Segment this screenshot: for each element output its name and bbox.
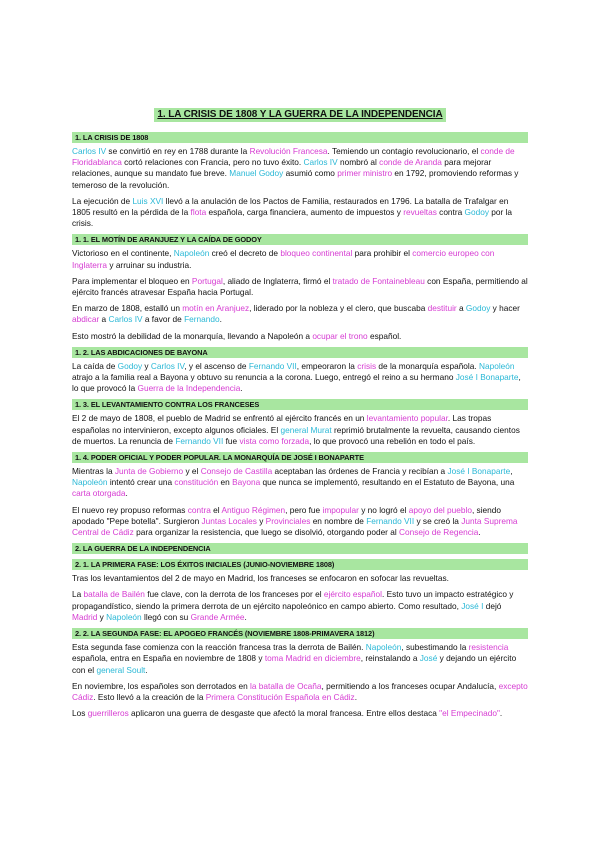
text-run: , empeoraron la — [296, 360, 358, 371]
highlighted-term: crisis — [357, 360, 377, 371]
section-heading: 1. 4. PODER OFICIAL Y PODER POPULAR. LA MONARQUÍA DE JOSÉ I BONAPARTE — [72, 452, 528, 463]
paragraph — [72, 505, 528, 539]
highlighted-term: Provinciales — [265, 515, 311, 526]
highlighted-term: Fernando VII — [175, 435, 224, 446]
section-heading: 2. 1. LA PRIMERA FASE: LOS ÉXITOS INICIALES (JUNIO-NOVIEMBRE 1808) — [72, 559, 528, 570]
highlighted-term: vista como forzada — [239, 435, 310, 446]
highlighted-term: Napoleón — [479, 360, 515, 371]
text-run: en nombre de — [310, 515, 367, 526]
highlighted-term: Fernando VII — [366, 515, 415, 526]
text-run: La ejecución de — [72, 195, 133, 206]
highlighted-term: Primera Constitución Española en Cádiz — [205, 691, 355, 702]
highlighted-term: Portugal — [191, 275, 223, 286]
text-run: Tras los levantamientos del 2 de mayo en Madrid, los franceses se enfocaron en sofocar las revueltas. — [72, 573, 449, 584]
text-run: de la monarquía española. — [376, 360, 479, 371]
text-run: . — [240, 383, 243, 394]
text-run: Victorioso en el continente, — [72, 248, 174, 259]
text-run: aplicaron una guerra de desgaste que afectó la moral francesa. Entre ellos destaca — [128, 708, 440, 719]
text-run: el — [210, 504, 222, 515]
paragraph — [72, 642, 528, 676]
text-run: . Temiendo un contagio revolucionario, el — [327, 146, 481, 156]
text-run: y no logró el — [358, 504, 409, 515]
highlighted-term: bloqueo continental — [280, 248, 353, 259]
highlighted-term: guerrilleros — [87, 708, 129, 719]
paragraph — [72, 466, 528, 500]
highlighted-term: contra — [187, 504, 211, 515]
highlighted-term: Madrid — [72, 611, 98, 622]
text-run: y — [256, 515, 266, 526]
text-run: llevó a la anulación de los Pactos de Familia, restaurados en 1796. La batalla de Trafalgar en 1805 resultó en la pérdida de la — [72, 195, 509, 218]
text-run: . Las tropas españolas no intervinieron, excepto algunos oficiales. El — [72, 413, 492, 435]
highlighted-term: Godoy — [464, 207, 489, 218]
highlighted-term: Manuel Godoy — [229, 168, 284, 179]
highlighted-term: la batalla de Ocaña — [250, 680, 322, 691]
text-run: . — [354, 691, 358, 702]
text-run: llegó con su — [141, 611, 191, 622]
text-run: con España, permitiendo al ejército francés atravesar España hacia Portugal. — [72, 275, 528, 298]
paragraph — [72, 573, 528, 584]
text-run: creó el decreto de — [209, 248, 281, 259]
text-run: En marzo de 1808, estalló un — [72, 303, 183, 314]
text-run: cortó relaciones con Francia, pero no tuvo éxito. — [121, 157, 304, 168]
paragraph — [72, 361, 528, 395]
paragraph — [72, 276, 528, 298]
section-heading: 1. 3. EL LEVANTAMIENTO CONTRA LOS FRANCESES — [72, 399, 528, 410]
highlighted-term: Antiguo Régimen — [221, 504, 286, 515]
highlighted-term: Fernando — [184, 314, 220, 325]
text-run: a favor de — [142, 314, 185, 325]
text-run: . — [219, 314, 222, 325]
text-run: que nunca se implementó, resultando en el Estatuto de Bayona, una — [260, 477, 515, 488]
text-run: reprimió brutalmente la revuelta, causando cientos de muertos. La renuncia de — [72, 424, 520, 446]
highlighted-term: general Murat — [280, 424, 332, 435]
text-run: para prohibir el — [352, 248, 413, 259]
text-run: en 1792, promoviendo reformas y temeroso de la revolución. — [72, 168, 519, 190]
text-run: fue — [223, 435, 240, 446]
text-run: , lo que provocó una rebelión en todo el país. — [309, 435, 476, 446]
text-run: Los — [72, 708, 88, 719]
text-run: y arruinar su industria. — [107, 259, 192, 270]
text-run: , y el ascenso de — [184, 360, 249, 371]
highlighted-term: Junta Suprema Central de Cádiz — [72, 515, 518, 538]
text-run: . Esto llevó a la creación de la — [93, 691, 206, 702]
highlighted-term: resistencia — [468, 642, 509, 653]
text-run: La — [72, 589, 84, 600]
text-run: nombró al — [337, 157, 380, 168]
text-run: atrajo a la familia real a Bayona y obtuvo su renuncia a la corona. Luego, entregó el reino a su hermano — [72, 372, 456, 383]
highlighted-term: abdicar — [72, 314, 100, 325]
highlighted-term: carta otorgada — [72, 488, 126, 499]
text-run: y — [142, 360, 151, 371]
text-run: a — [456, 303, 466, 314]
section-heading: 2. 2. LA SEGUNDA FASE: EL APOGEO FRANCÉS (NOVIEMBRE 1808-PRIMAVERA 1812) — [72, 628, 528, 639]
text-run: por la crisis. — [72, 207, 513, 229]
highlighted-term: Napoleón — [173, 248, 210, 259]
highlighted-term: flota — [190, 207, 207, 218]
text-run: Esta segunda fase comienza con la reacción francesa tras la derrota de Bailén. — [72, 642, 366, 653]
text-run: dejó — [483, 600, 502, 611]
highlighted-term: tratado de Fontainebleau — [332, 275, 425, 286]
highlighted-term: levantamiento popular — [366, 413, 448, 424]
highlighted-term: Juntas Locales — [201, 515, 257, 526]
highlighted-term: Napoleón — [106, 611, 142, 622]
highlighted-term: Napoleón — [72, 477, 108, 488]
highlighted-term: Grande Armée — [190, 611, 245, 622]
text-run: , permitiendo a los franceses ocupar Andalucía, — [321, 680, 499, 691]
text-run: , — [510, 466, 513, 477]
text-run: española, carga financiera, aumento de impuestos y — [206, 207, 404, 218]
highlighted-term: José I — [461, 600, 484, 611]
text-run: asumió como — [283, 168, 338, 179]
text-run: . — [125, 488, 128, 499]
text-run: para mejorar relaciones, aunque su mandato fue breve. — [72, 157, 492, 179]
text-run: española, entra en España en noviembre de 1808 y — [72, 653, 265, 664]
text-run: Para implementar el bloqueo en — [72, 275, 192, 286]
paragraph — [72, 146, 528, 191]
text-run: , pero fue — [285, 504, 323, 515]
paragraph — [72, 248, 528, 270]
highlighted-term: apoyo del pueblo — [408, 504, 472, 515]
paragraph — [72, 196, 528, 230]
highlighted-term: Carlos IV — [72, 146, 107, 156]
highlighted-term: Napoleón — [365, 642, 402, 653]
text-run: , siendo apodado "Pepe botella". Surgieron — [72, 504, 501, 526]
text-run: . — [499, 708, 503, 719]
highlighted-term: Consejo de Regencia — [399, 527, 479, 538]
highlighted-term: motín en Aranjuez — [182, 303, 250, 314]
paragraph — [72, 589, 528, 623]
paragraph — [72, 413, 528, 447]
text-run: En noviembre, los españoles son derrotados en — [72, 680, 251, 691]
title-wrap — [72, 108, 528, 122]
text-run: El 2 de mayo de 1808, el pueblo de Madrid se enfrentó al ejército francés en un — [72, 413, 367, 424]
highlighted-term: Fernando VII — [248, 360, 297, 371]
highlighted-term: conde de Aranda — [379, 157, 442, 168]
text-run: intentó crear una — [107, 477, 175, 488]
text-run: y hacer — [490, 303, 520, 314]
paragraph — [72, 331, 528, 342]
text-run: El nuevo rey propuso reformas — [72, 504, 188, 515]
text-run: , lo que provocó la — [72, 372, 521, 394]
paragraph — [72, 681, 528, 703]
paragraph — [72, 708, 528, 719]
highlighted-term: Consejo de Castilla — [200, 466, 273, 477]
highlighted-term: Godoy — [465, 303, 491, 314]
highlighted-term: ejército español — [323, 589, 382, 600]
text-run: se convirtió en rey en 1788 durante la — [106, 146, 250, 156]
highlighted-term: destituir — [427, 303, 457, 314]
text-run: , aliado de Inglaterra, firmó el — [222, 275, 333, 286]
highlighted-term: Godoy — [117, 360, 143, 371]
text-run: , reinstalando a — [360, 653, 420, 664]
highlighted-term: Bayona — [232, 477, 261, 488]
highlighted-term: impopular — [322, 504, 359, 515]
section-heading: 1. LA CRISIS DE 1808 — [72, 132, 528, 143]
highlighted-term: Junta de Gobierno — [114, 466, 184, 477]
highlighted-term: Carlos IV — [108, 314, 143, 325]
text-run: y el — [183, 466, 201, 477]
text-run: para organizar la resistencia, que luego se disolvió, otorgando poder al — [133, 527, 400, 538]
document-body — [72, 132, 528, 719]
highlighted-term: "el Empecinado" — [439, 708, 500, 719]
highlighted-term: José — [419, 653, 438, 664]
text-run: contra — [436, 207, 465, 218]
highlighted-term: José I Bonaparte — [455, 372, 519, 383]
text-run: La caída de — [72, 360, 118, 371]
document-title: 1. LA CRISIS DE 1808 Y LA GUERRA DE LA INDEPENDENCIA — [154, 108, 445, 122]
text-run: Esto mostró la debilidad de la monarquía, llevando a Napoleón a — [72, 330, 313, 341]
highlighted-term: excepto Cádiz — [72, 680, 528, 702]
text-run: . Esto tuvo un impacto estratégico y propagandístico, siendo la primera derrota de un ejército napoleónico en campo abierto. Como resultado, — [72, 589, 514, 611]
highlighted-term: primer ministro — [337, 168, 393, 179]
text-run: y se creó la — [414, 515, 462, 526]
highlighted-term: Carlos IV — [303, 157, 338, 168]
text-run: Mientras la — [72, 466, 115, 477]
section-heading: 1. 2. LAS ABDICACIONES DE BAYONA — [72, 347, 528, 358]
text-run: . — [478, 527, 481, 538]
text-run: a — [99, 314, 109, 325]
highlighted-term: Revolución Francesa — [249, 146, 328, 156]
text-run: fue clave, con la derrota de los franceses por el — [144, 589, 324, 600]
highlighted-term: general Soult — [96, 664, 146, 675]
section-heading: 2. LA GUERRA DE LA INDEPENDENCIA — [72, 543, 528, 554]
text-run: . — [244, 611, 247, 622]
highlighted-term: conde de Floridablanca — [72, 146, 515, 168]
highlighted-term: Luis XVI — [132, 195, 164, 206]
text-run: , subestimando la — [401, 642, 469, 653]
text-run: , liderado por la nobleza y el clero, que buscaba — [249, 303, 428, 314]
text-run: y — [97, 611, 107, 622]
text-run: aceptaban las órdenes de Francia y recibían a — [272, 466, 448, 477]
highlighted-term: toma Madrid en diciembre — [264, 653, 361, 664]
highlighted-term: constitución — [174, 477, 219, 488]
document-page — [72, 108, 528, 724]
highlighted-term: batalla de Bailén — [83, 589, 145, 600]
paragraph — [72, 303, 528, 325]
highlighted-term: Guerra de la Independencia — [137, 383, 241, 394]
highlighted-term: revueltas — [403, 207, 437, 218]
section-heading: 1. 1. EL MOTÍN DE ARANJUEZ Y LA CAÍDA DE GODOY — [72, 234, 528, 245]
text-run: . — [145, 664, 148, 675]
highlighted-term: ocupar el trono — [312, 330, 368, 341]
highlighted-term: Carlos IV — [150, 360, 185, 371]
text-run: y dejando un ejército con el — [72, 653, 517, 675]
text-run: en — [218, 477, 233, 488]
highlighted-term: comercio europeo con Inglaterra — [72, 248, 495, 270]
text-run: español. — [367, 330, 402, 341]
highlighted-term: José I Bonaparte — [447, 466, 511, 477]
